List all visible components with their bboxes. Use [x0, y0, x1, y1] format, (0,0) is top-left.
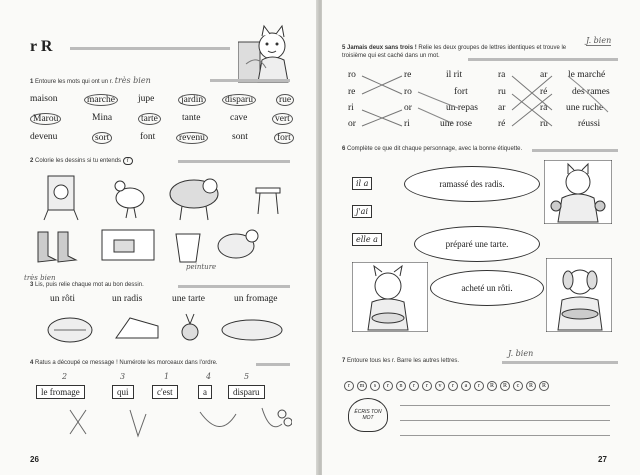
ex4-piece-number: 5: [244, 372, 250, 381]
write-your-word-badge: [348, 398, 388, 432]
cat-girl-icon: [352, 262, 428, 332]
syllable[interactable]: ro: [404, 87, 412, 97]
ex2-instruction: [30, 157, 133, 165]
letter[interactable]: r: [409, 381, 419, 391]
word[interactable]: cave: [230, 113, 248, 123]
ex3-word[interactable]: une tarte: [172, 294, 205, 304]
syllable[interactable]: or: [348, 119, 356, 129]
ex5-rule: [468, 58, 618, 61]
ex3-word[interactable]: un fromage: [234, 294, 278, 304]
ex7-rule: [502, 361, 618, 364]
ex2-drawings: [34, 172, 290, 272]
ex1-rule: [210, 79, 290, 82]
hidden-word[interactable]: une rose: [440, 119, 472, 129]
ex1-text: Entoure les mots qui ont un r.: [35, 79, 114, 85]
ex6-label[interactable]: j'ai: [352, 205, 372, 218]
ex4-piece[interactable]: qui: [112, 385, 134, 399]
word[interactable]: vert: [272, 113, 293, 125]
letter[interactable]: r: [422, 381, 432, 391]
syllable[interactable]: ro: [348, 70, 356, 80]
ex3-handwriting: très bien: [24, 274, 56, 282]
syllable[interactable]: ri: [404, 119, 410, 129]
cheese-icon: [116, 318, 158, 338]
letter[interactable]: c: [513, 381, 523, 391]
letter[interactable]: m: [357, 381, 367, 391]
letter[interactable]: a: [461, 381, 471, 391]
ex3-instruction: [30, 282, 144, 288]
tart-icon: [222, 320, 282, 340]
left-page: [0, 0, 318, 475]
ex6-number: 6: [342, 146, 346, 152]
ex3-rule: [178, 285, 290, 288]
cat-reading-icon: [238, 24, 298, 86]
word[interactable]: marche: [84, 94, 118, 106]
hidden-word[interactable]: fort: [454, 87, 468, 97]
letter[interactable]: R: [539, 381, 549, 391]
syllable[interactable]: ri: [348, 103, 354, 113]
ex3-word[interactable]: un radis: [112, 294, 143, 304]
ex5-number: 5: [342, 45, 346, 51]
word[interactable]: rue: [276, 94, 294, 106]
word[interactable]: Mina: [92, 113, 113, 123]
ex1-number: 1: [30, 79, 34, 85]
badge-text: ÉCRIS TON MOT: [354, 409, 382, 421]
ex1-instruction: [30, 76, 151, 85]
ex7-instruction: [342, 358, 459, 364]
bubble-text: ramassé des radis.: [439, 179, 505, 189]
ex4-piece-number: 3: [120, 372, 126, 381]
syllable[interactable]: ar: [498, 103, 506, 113]
syllable[interactable]: ar: [540, 70, 548, 80]
ex4-instruction: [30, 360, 218, 366]
letter[interactable]: n: [396, 381, 406, 391]
syllable[interactable]: ré: [498, 119, 506, 129]
ex4-piece-number: 2: [62, 372, 68, 381]
page-title: r R: [30, 38, 53, 55]
ex6-text: Complète ce que dit chaque personnage, avec la bonne étiquette.: [347, 146, 523, 152]
boots-icon: [38, 232, 76, 262]
ex7-handwriting: J. bien: [508, 349, 534, 358]
ex3-number: 3: [30, 282, 34, 288]
cow-icon: [170, 179, 218, 220]
word[interactable]: sont: [232, 132, 248, 142]
word[interactable]: jardin: [178, 94, 206, 106]
ex5-text-bold: Jamais deux sans trois !: [347, 45, 417, 51]
syllable[interactable]: ré: [540, 87, 548, 97]
hen-icon: [115, 181, 144, 218]
writing-line[interactable]: [400, 420, 610, 421]
page-number-right: 27: [598, 455, 607, 464]
bubble-text: acheté un rôti.: [461, 283, 513, 293]
syllable[interactable]: re: [348, 87, 356, 97]
letter[interactable]: R: [487, 381, 497, 391]
ex4-piece[interactable]: a: [198, 385, 212, 399]
ex4-piece-number: 4: [206, 372, 212, 381]
robot-icon: [44, 176, 78, 220]
ex4-piece[interactable]: disparu: [228, 385, 265, 399]
word[interactable]: font: [140, 132, 156, 142]
letter[interactable]: r: [474, 381, 484, 391]
writing-line[interactable]: [400, 405, 610, 406]
word[interactable]: disparu: [222, 94, 256, 106]
ex7-letter-row: [344, 374, 552, 392]
ex7-number: 7: [342, 358, 346, 364]
ex2-text: Colorie les dessins si tu entends: [35, 158, 122, 164]
word[interactable]: jupe: [138, 94, 155, 104]
title-rule: [70, 47, 230, 50]
hidden-word[interactable]: il rit: [446, 70, 463, 80]
ex2-rule: [178, 160, 290, 163]
ex7-text: Entoure tous les r. Barre les autres lettres.: [347, 358, 460, 364]
hidden-word[interactable]: une ruche: [566, 103, 604, 113]
ex5-handwriting: J. bien: [586, 36, 612, 45]
word[interactable]: tante: [182, 113, 201, 123]
letter[interactable]: R: [526, 381, 536, 391]
ex2-sound-bubble: r: [123, 157, 133, 165]
stool-icon: [256, 188, 280, 214]
syllable[interactable]: ra: [498, 70, 506, 80]
ex4-piece-number: 1: [164, 372, 170, 381]
ex6-label[interactable]: il a: [352, 177, 372, 190]
ex2-handwriting: peinture: [186, 263, 217, 271]
speech-bubble: [430, 270, 544, 306]
stove-icon: [102, 230, 154, 260]
ex6-label[interactable]: elle a: [352, 233, 382, 246]
letter[interactable]: r: [344, 381, 354, 391]
ex1-handwriting: très bien: [114, 76, 151, 85]
word[interactable]: fort: [274, 132, 294, 144]
letter[interactable]: v: [435, 381, 445, 391]
ex4-text: Ratus a découpé ce message ! Numérote les morceaux dans l'ordre.: [35, 360, 218, 366]
ex4-piece[interactable]: le fromage: [36, 385, 85, 399]
syllable[interactable]: ru: [540, 119, 548, 129]
word[interactable]: maison: [30, 94, 58, 104]
ex4-number: 4: [30, 360, 34, 366]
speech-bubble: [414, 226, 540, 262]
ex4-rule: [256, 363, 290, 366]
ex6-rule: [532, 149, 618, 152]
ex3-food-drawings: [40, 310, 296, 348]
dog-icon: [218, 230, 258, 258]
roast-icon: [48, 318, 92, 342]
dog-with-tart-icon: [546, 258, 612, 332]
ex3-text: Lis, puis relie chaque mot au bon dessin.: [35, 282, 144, 288]
right-page: [322, 0, 640, 475]
page-number-left: 26: [30, 455, 39, 464]
syllable[interactable]: or: [404, 103, 412, 113]
ex5-connecting-lines: [358, 72, 618, 132]
writing-line[interactable]: [400, 435, 610, 436]
word[interactable]: sort: [92, 132, 112, 144]
hidden-word[interactable]: des rames: [572, 87, 610, 97]
speech-bubble: [404, 166, 540, 202]
syllable[interactable]: ra: [540, 103, 548, 113]
letter[interactable]: s: [370, 381, 380, 391]
bucket-icon: [176, 234, 200, 262]
word[interactable]: Marou: [30, 113, 61, 125]
ex3-word[interactable]: un rôti: [50, 294, 76, 304]
hidden-word[interactable]: le marché: [568, 70, 606, 80]
syllable[interactable]: ru: [498, 87, 506, 97]
ex4-piece[interactable]: c'est: [152, 385, 178, 399]
bubble-text: préparé une tarte.: [445, 239, 509, 249]
cat-with-radishes-icon: [544, 160, 612, 224]
radish-icon: [182, 314, 198, 340]
ex6-instruction: [342, 146, 522, 152]
ex5-text: Relie les deux groupes de lettres identiques et trouve le troisième qui est caché dans un mot.: [342, 45, 567, 59]
letter[interactable]: r: [448, 381, 458, 391]
ex2-number: 2: [30, 158, 34, 164]
word[interactable]: devenu: [30, 132, 58, 142]
letter[interactable]: r: [383, 381, 393, 391]
ex4-scissors-and-handwriting: [30, 404, 292, 444]
word[interactable]: tarte: [138, 113, 161, 125]
word[interactable]: revenu: [176, 132, 208, 144]
hidden-word[interactable]: réussi: [578, 119, 601, 129]
syllable[interactable]: re: [404, 70, 412, 80]
letter[interactable]: R: [500, 381, 510, 391]
hidden-word[interactable]: un repas: [446, 103, 478, 113]
